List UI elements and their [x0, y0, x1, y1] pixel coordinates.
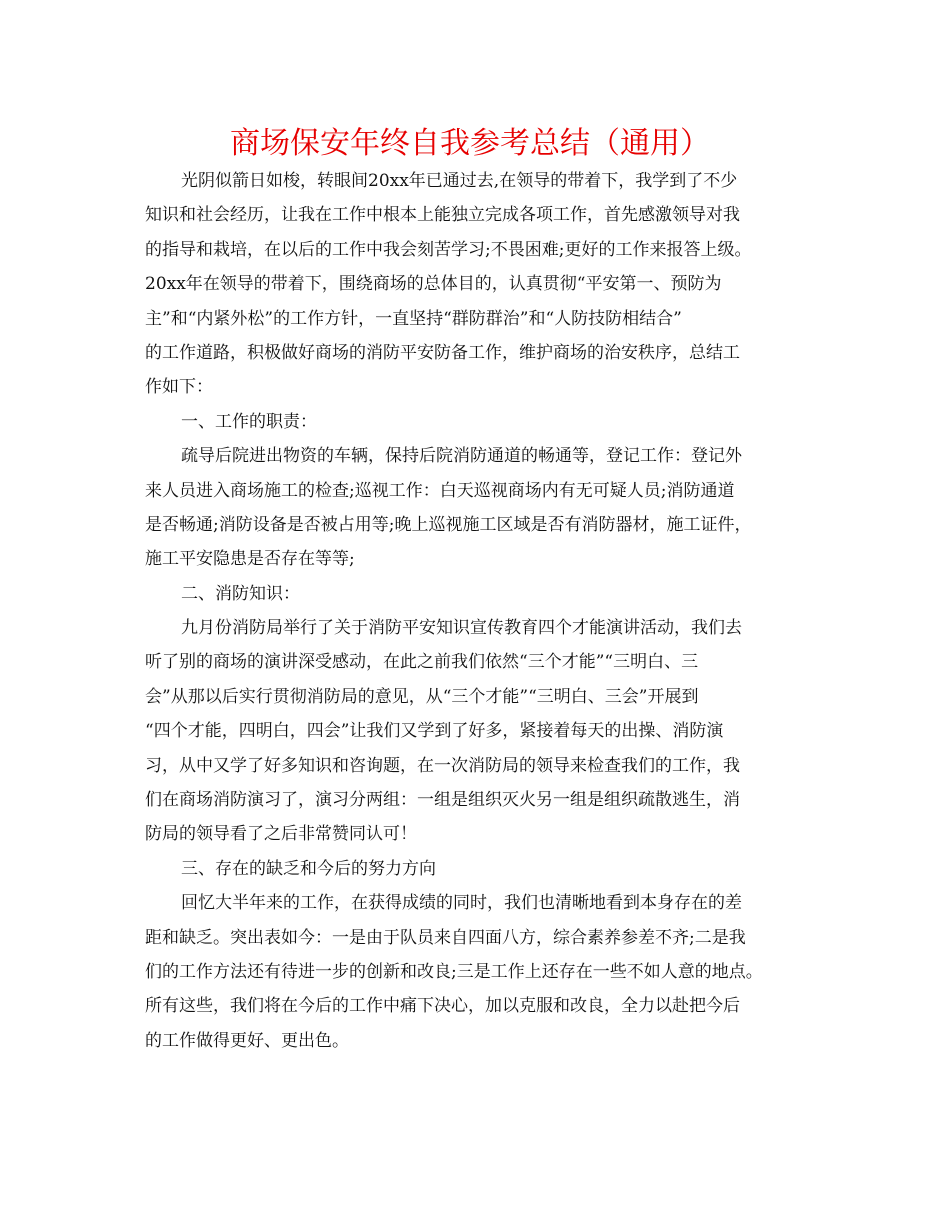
text-line: 听了别的商场的演讲深受感动，在此之前我们依然“三个才能”“三明白、三	[145, 652, 699, 673]
text-line: 光阴似箭日如梭，转眼间20xx年已通过去,在领导的带着下，我学到了不少	[181, 171, 738, 191]
document-body	[145, 164, 815, 1058]
text-line: 九月份消防局举行了关于消防平安知识宣传教育四个才能演讲活动，我们去	[181, 618, 742, 639]
text-line: 来人员进入商场施工的检查;巡视工作：白天巡视商场内有无可疑人员;消防通道	[145, 480, 735, 501]
text-line: 的指导和栽培，在以后的工作中我会刻苦学习;不畏困难;更好的工作来报答上级。	[145, 239, 752, 260]
text-line: 的工作道路，积极做好商场的消防平安防备工作，维护商场的治安秩序，总结工	[145, 342, 740, 363]
text-line: 们在商场消防演习了，演习分两组：一组是组织灭火另一组是组织疏散逃生，消	[145, 790, 740, 811]
text-line: 的工作做得更好、更出色。	[145, 1030, 349, 1051]
text-line: 所有这些，我们将在今后的工作中痛下决心，加以克服和改良，全力以赴把今后	[145, 996, 740, 1017]
text-line: 是否畅通;消防设备是否被占用等;晚上巡视施工区域是否有消防器材，施工证件，	[145, 514, 752, 535]
text-line: 距和缺乏。突出表如今：一是由于队员来自四面八方，综合素养参差不齐;二是我	[145, 927, 746, 948]
text-line: 会”从那以后实行贯彻消防局的意见，从“三个才能”“三明白、三会”开展到	[145, 686, 699, 707]
text-line: 习，从中又学了好多知识和咨询题，在一次消防局的领导来检查我们的工作，我	[145, 755, 740, 776]
text-line: 们的工作方法还有待进一步的创新和改良;三是工作上还存在一些不如人意的地点。	[145, 961, 763, 982]
text-line: 20xx年在领导的带着下，围绕商场的总体目的，认真贯彻“平安第一、预防为	[145, 274, 722, 295]
text-line: 防局的领导看了之后非常赞同认可！	[145, 824, 417, 845]
section-heading: 一、工作的职责：	[181, 411, 317, 432]
text-line: 施工平安隐患是否存在等等;	[145, 549, 355, 570]
text-line: “四个才能，四明白，四会”让我们又学到了好多，紧接着每天的出操、消防演	[145, 721, 724, 742]
text-line: 知识和社会经历，让我在工作中根本上能独立完成各项工作，首先感激领导对我	[145, 205, 740, 226]
section-heading: 三、存在的缺乏和今后的努力方向	[181, 858, 436, 879]
text-line: 回忆大半年来的工作，在获得成绩的同时，我们也清晰地看到本身存在的差	[181, 893, 742, 914]
text-line: 主”和“内紧外松”的工作方针，一直坚持“群防群治”和“人防技防相结合”	[145, 308, 682, 329]
section-heading: 二、消防知识：	[181, 583, 300, 604]
text-line: 疏导后院进出物资的车辆，保持后院消防通道的畅通等，登记工作：登记外	[181, 446, 742, 467]
document-title: 商场保安年终自我参考总结（通用）	[230, 126, 710, 161]
text-line: 作如下：	[145, 377, 213, 398]
